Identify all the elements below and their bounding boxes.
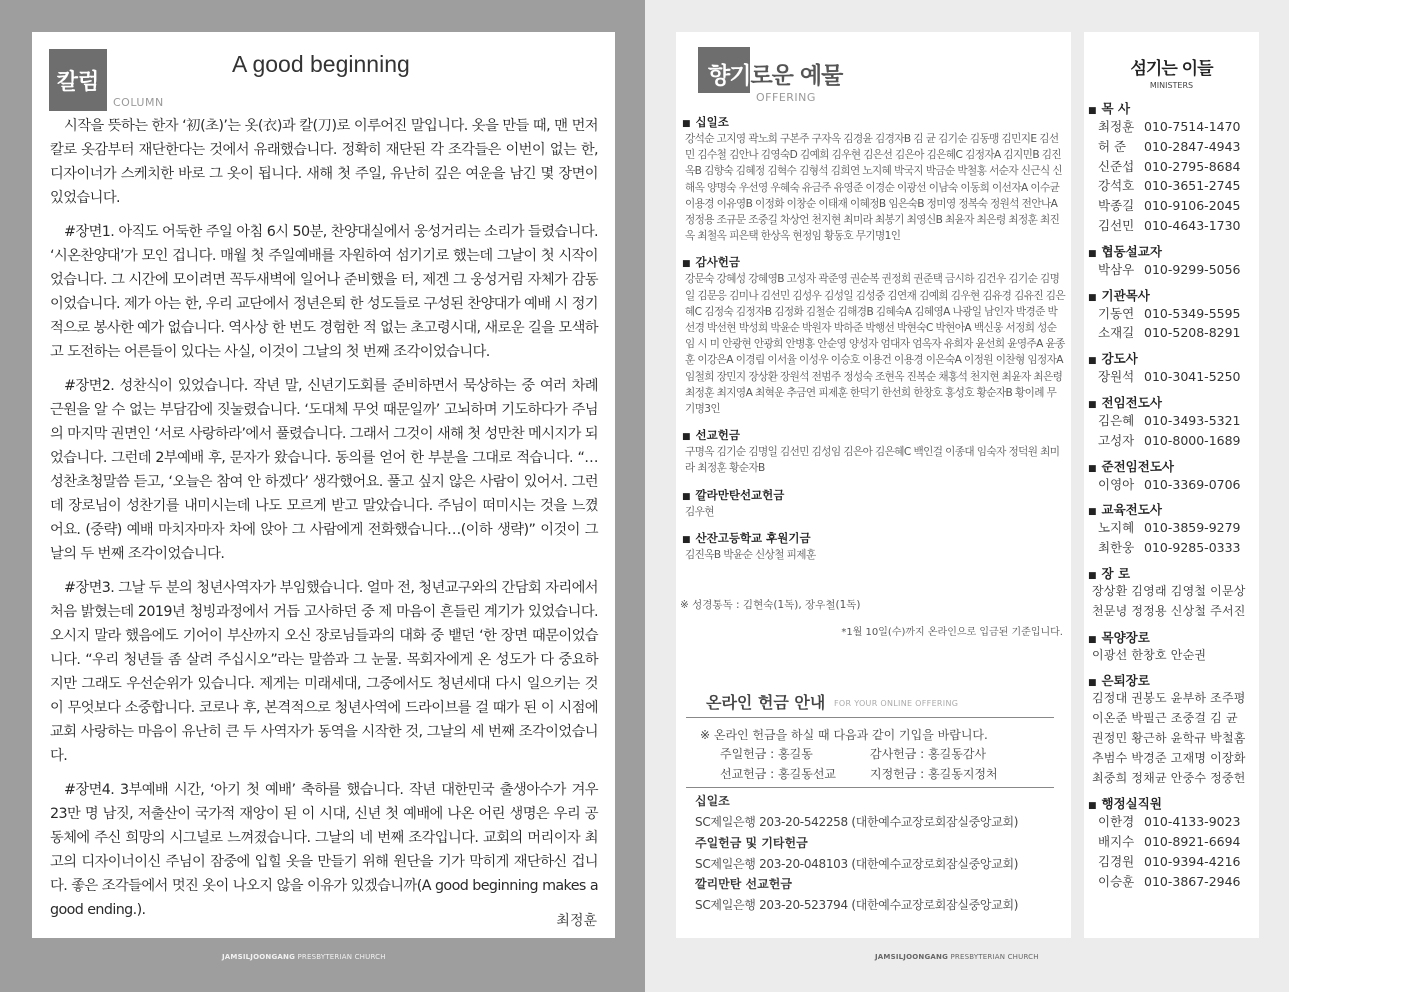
- divider: [686, 787, 1054, 788]
- minister-phone: 010-3041-5250: [1144, 369, 1241, 385]
- bible-reading-note: ※ 성경통독 : 김현숙(1독), 장우철(1독): [680, 599, 861, 611]
- minister-name: 김선민: [1098, 217, 1135, 233]
- online-offering-examples: [720, 744, 1040, 784]
- minister-group-title: ■ 은퇴장로: [1088, 671, 1256, 689]
- elder-names-line: 이광선 한창호 안순권: [1092, 647, 1207, 662]
- offering-section: [682, 530, 1065, 563]
- column-title: A good beginning: [232, 51, 410, 77]
- minister-phone: 010-8921-6694: [1144, 834, 1241, 850]
- offering-title-part: 향기: [708, 63, 751, 89]
- bank-account-title: 깔리만탄 선교헌금: [695, 877, 792, 891]
- minister-name: 이한경: [1098, 814, 1135, 830]
- offering-section: [682, 114, 1065, 244]
- minister-row: [1088, 137, 1256, 157]
- offering-title-part: 로운 예물: [750, 63, 843, 89]
- minister-phone: 010-9299-5056: [1144, 261, 1241, 277]
- minister-name: 배지수: [1098, 834, 1135, 850]
- column-body: [50, 114, 598, 932]
- page-margin: [1289, 0, 1403, 992]
- column-subtitle: COLUMN: [113, 96, 164, 109]
- minister-row: [1088, 176, 1256, 196]
- elder-names-line: 천문녕 정정용 신상철 주서진: [1092, 603, 1246, 618]
- minister-group: [1088, 794, 1256, 891]
- column-signature: 최정훈: [556, 913, 597, 929]
- offering-subtitle: OFFERING: [756, 91, 816, 104]
- minister-row: [1088, 812, 1256, 832]
- online-offering-subtitle: FOR YOUR ONLINE OFFERING: [834, 699, 959, 708]
- ministers-title: 섬기는 이들: [1130, 59, 1213, 79]
- minister-phone: 010-9106-2045: [1144, 198, 1241, 214]
- online-offering-title: 온라인 헌금 안내: [706, 693, 826, 712]
- bank-account-number: SC제일은행 203-20-542258 (대한예수교장로회잠실중앙교회): [695, 815, 1019, 829]
- bank-account-number: SC제일은행 203-20-523794 (대한예수교장로회잠실중앙교회): [695, 898, 1019, 912]
- minister-row: [1088, 852, 1256, 872]
- minister-row: [1088, 411, 1256, 431]
- minister-group-title: ■ 장 로: [1088, 564, 1256, 582]
- ministers-subtitle: MINISTERS: [1149, 81, 1194, 90]
- minister-group-title: ■ 교육전도사: [1088, 500, 1256, 518]
- minister-row: [1088, 260, 1256, 280]
- minister-group: [1088, 242, 1256, 280]
- bank-account: [695, 875, 1045, 913]
- minister-name: 박삼우: [1098, 261, 1135, 277]
- footer-brand: JAMSILJOONGANG: [875, 953, 949, 961]
- minister-name: 김경원: [1098, 853, 1135, 869]
- section-names: 강석순 고지영 곽노희 구본주 구자옥 김경윤 김경자B 김 균 김기순 김동맹 김민지E 김선민 김수철 김안나 김영숙D 김예희 김우현 김은선 김은아 김은혜C 김정자A 김지민B 김진옥B 김향숙 김혜정 김혁수 김형석 김희연 노지혜 박국지 박금순 박철홍 서순자 신근식 신해옥 양명숙 우선영 우혜숙 유금주 유영준 이경순 이광선 이남숙 이동희 이선자A 이수균 이용경 이유영B 이정화 이창순 이태재 이혜정B 임은숙B 정미영 정복숙 정원석 전안나A 정정용 조규문 조중길 차상언 천지현 최미라 최봉기 최영신B 최윤자 최은령 최정훈 최진옥 최철옥 피은택 한상옥 현정임 황동호 무기명1인: [685, 133, 1063, 243]
- example-item: 지정헌금 : 홍길동지정처: [870, 767, 998, 781]
- elder-names-line: 이온준 박필근 조중걸 김 균: [1092, 711, 1238, 726]
- deposit-date-note: *1월 10일(수)까지 온라인으로 입금된 기준입니다.: [841, 627, 1063, 638]
- minister-phone: 010-3369-0706: [1144, 476, 1241, 492]
- minister-group: [1088, 393, 1256, 451]
- minister-phone: 010-3651-2745: [1144, 178, 1241, 194]
- ministers-panel: [1084, 32, 1259, 938]
- minister-name: 최한웅: [1098, 540, 1135, 556]
- minister-group-title: ■ 목 사: [1088, 99, 1256, 117]
- minister-phone: 010-8000-1689: [1144, 432, 1241, 448]
- minister-name: 신준섭: [1098, 158, 1135, 174]
- column-badge: 칼럼: [49, 49, 107, 111]
- column-panel: [32, 32, 615, 938]
- minister-row: [1088, 872, 1256, 892]
- minister-group-title: ■ 기관목사: [1088, 286, 1256, 304]
- column-paragraph: #장면3. 그날 두 분의 청년사역자가 부임했습니다. 얼마 전, 청년교구와의 간담회 자리에서 처음 밝혔는데 2019년 청빙과정에서 거듭 고사하던 중 제 마음이 흔들린 계기가 있었습니다. 오시지 말라 했음에도 기어이 부산까지 오신 장로님들과의 대화 중 뱉던 ‘한 장면 때문이었습니다. “우리 청년들 좀 살려 주십시오”라는 말씀과 그 눈물. 목회자에게 온 성도가 다 중요하지만 그래도 우선순위가 있습니다. 제게는 미래세대, 그중에서도 청년세대 다시 일으키는 것이 무엇보다 소중합니다. 코로나 후, 본격적으로 청년사역에 드라이브를 걸 때가 된 이 시점에 교회 사랑하는 마음이 유난히 큰 두 사역자가 동역을 시작한 것, 그날의 세 번째 조각이었습니다.: [50, 580, 598, 764]
- minister-group-title: ■ 행정실직원: [1088, 794, 1256, 812]
- offering-panel: [676, 32, 1071, 938]
- section-title: ■ 깔라만탄선교헌금: [682, 487, 1065, 503]
- minister-group: [1088, 286, 1256, 344]
- minister-group: [1088, 564, 1256, 622]
- minister-name: 고성자: [1098, 432, 1135, 448]
- minister-name: 노지혜: [1098, 520, 1135, 536]
- minister-group-title: ■ 전임전도사: [1088, 393, 1256, 411]
- minister-name: 장원석: [1098, 369, 1135, 385]
- minister-phone: 010-9285-0333: [1144, 540, 1241, 556]
- minister-phone: 010-4643-1730: [1144, 217, 1241, 233]
- elder-names-line: 추범수 박경준 고재명 이장화: [1092, 750, 1246, 765]
- offering-section: [682, 487, 1065, 520]
- minister-phone: 010-5349-5595: [1144, 305, 1241, 321]
- minister-name: 강석호: [1098, 178, 1135, 194]
- minister-row: [1088, 538, 1256, 558]
- minister-phone: 010-7514-1470: [1144, 119, 1241, 134]
- minister-name: 허 준: [1098, 138, 1127, 154]
- online-offering-note: ※ 온라인 헌금을 하실 때 다음과 같이 기입을 바랍니다.: [700, 728, 988, 742]
- minister-group-title: ■ 준전임전도사: [1088, 457, 1256, 475]
- minister-phone: 010-5208-8291: [1144, 325, 1241, 341]
- minister-name: 이승훈: [1098, 873, 1135, 889]
- minister-name: 김은혜: [1098, 412, 1135, 428]
- bank-account-title: 십일조: [695, 794, 730, 808]
- minister-name: 최정훈: [1098, 119, 1135, 134]
- minister-name: 소재길: [1098, 325, 1135, 341]
- minister-group: [1088, 671, 1256, 788]
- elder-names-line: 최중희 정채균 안중수 정중헌: [1092, 770, 1246, 785]
- section-title: ■ 산잔고등학교 후원기금: [682, 530, 1065, 546]
- minister-row: [1088, 216, 1256, 236]
- example-item: 감사헌금 : 홍길동감사: [870, 747, 987, 761]
- minister-phone: 010-2847-4943: [1144, 138, 1241, 154]
- section-names: 구명옥 김기순 김명일 김선민 김성임 김은아 김은혜C 백인걸 이종대 임숙자 정덕원 최미라 최정훈 황순자B: [685, 446, 1060, 475]
- minister-row: [1088, 475, 1256, 495]
- bank-account-number: SC제일은행 203-20-048103 (대한예수교장로회잠실중앙교회): [695, 857, 1019, 871]
- minister-row: [1088, 367, 1256, 387]
- footer-right: [875, 953, 1039, 961]
- footer-brand: JAMSILJOONGANG: [222, 953, 296, 961]
- minister-group-title: ■ 강도사: [1088, 349, 1256, 367]
- section-title: ■ 십일조: [682, 114, 1065, 130]
- offering-sections: [682, 114, 1065, 573]
- section-names: 김진옥B 박윤순 신상철 피제훈: [685, 548, 816, 561]
- column-paragraph: #장면4. 3부예배 시간, ‘아기 첫 예배’ 축하를 했습니다. 작년 대한민국 출생아수가 겨우 23만 명 남짓, 저출산이 국가적 재앙이 된 이 시대, 신년 첫 예배에 나온 어린 생명은 우리 공동체에 주신 희망의 시그널로 느껴졌습니다. 그날의 네 번째 조각입니다. 교회의 머리이자 최고의 디자이너이신 주님이 잠중에 입힐 옷을 만들기 위해 원단을 기가 막히게 재단하신 겁니다. 좋은 조각들에서 멋진 옷이 나오지 않을 이유가 있겠습니까(A good beginning makes a good ending.).: [50, 782, 598, 918]
- section-names: 김우현: [685, 505, 714, 518]
- footer-brand-rest: PRESBYTERIAN CHURCH: [295, 953, 386, 961]
- bank-account-title: 주일헌금 및 기타헌금: [695, 836, 808, 850]
- minister-group: [1088, 349, 1256, 387]
- elder-names-line: 장상환 김영래 김영철 이문상: [1092, 583, 1246, 598]
- minister-group: [1088, 457, 1256, 495]
- minister-phone: 010-3867-2946: [1144, 873, 1241, 889]
- minister-row: [1088, 431, 1256, 451]
- minister-name: 기동연: [1098, 305, 1135, 321]
- section-names: 강문숙 강혜성 강혜영B 고성자 곽준영 권순복 권정희 권준택 금시하 김건우 김기순 김명일 김문응 김미나 김선민 김성우 김성일 김성중 김연재 김예희 김우현 김유경 김유진 김은혜C 김정숙 김정자B 김정화 김철순 김해경B 김혜숙A 김혜영A 나광일 남인자 박경준 박선경 박선현 박성희 박윤순 박원자 박하준 박행선 박현숙C 박현아A 백신웅 서정희 성순임 시 미 안광현 안광희 안병홍 안순영 양성자 엄대자 엄옥자 유희자 윤선희 윤영주A 윤종훈 이강은A 이경림 이서율 이성우 이승호 이용건 이용경 이은숙A 이정원 이찬형 임정자A 임철희 장민지 장상환 장원석 전범주 정성숙 조현옥 진복순 채홍석 천지현 최윤자 최은령 최정훈 최지영A 최혁운 추금연 피제훈 한덕기 한선희 한창호 홍성호 황순자B 황이례 무기명3인: [685, 273, 1066, 416]
- minister-row: [1088, 196, 1256, 216]
- minister-phone: 010-3859-9279: [1144, 520, 1241, 536]
- offering-section: [682, 427, 1065, 476]
- minister-phone: 010-9394-4216: [1144, 853, 1241, 869]
- bank-account: [695, 834, 1045, 872]
- minister-group-title: ■ 협동설교자: [1088, 242, 1256, 260]
- minister-row: [1088, 304, 1256, 324]
- minister-row: [1088, 117, 1256, 137]
- column-paragraph: 시작을 뜻하는 한자 ‘初(초)’는 옷(衣)과 칼(刀)로 이루어진 말입니다. 옷을 만들 때, 맨 먼저 칼로 옷감부터 재단한다는 것에서 유래했습니다. 정확히 재단된 각 조각들은 이번이 없는 한, 디자이너가 스케치한 바로 그 옷이 됩니다. 새해 첫 주일, 유난히 깊은 여운을 남긴 몇 장면이 있었습니다.: [50, 118, 598, 206]
- minister-group-title: ■ 목양장로: [1088, 628, 1256, 646]
- footer-left: [222, 953, 386, 961]
- minister-group: [1088, 99, 1256, 236]
- minister-group: [1088, 628, 1256, 666]
- divider: [686, 717, 1054, 718]
- bank-account: [695, 792, 1045, 830]
- example-item: 주일헌금 : 홍길동: [720, 747, 813, 761]
- minister-group: [1088, 500, 1256, 558]
- column-paragraph: #장면2. 성찬식이 있었습니다. 작년 말, 신년기도회를 준비하면서 묵상하는 중 여러 차례 근원을 알 수 없는 부담감에 짓눌렸습니다. ‘도대체 무엇 때문일까’ 고뇌하며 기도하다가 주님의 마지막 권면인 ‘서로 사랑하라’에서 풀렸습니다. 그래서 그것이 새해 첫 성만찬 메시지가 되었습니다. 그런데 2부예배 후, 문자가 왔습니다. 동의를 얻어 한 부분을 그대로 적습니다. “…성찬초청말씀 듣고, ‘오늘은 참여 안 하겠다’ 생각했어요. 풀고 싶지 않은 사람이 있어서. 그런데 장로님이 성찬기를 내미시는데 나도 모르게 받고 말았습니다. 주님이 떠미시는 것을 느꼈어요. (중략) 예배 마치자마자 차에 앉아 그 사람에게 전화했습니다…(이하 생략)” 이것이 그날의 두 번째 조각이었습니다.: [50, 378, 598, 562]
- minister-phone: 010-2795-8684: [1144, 158, 1241, 174]
- ministers-list: [1088, 99, 1256, 898]
- minister-row: [1088, 518, 1256, 538]
- section-title: ■ 선교헌금: [682, 427, 1065, 443]
- footer-brand-rest: PRESBYTERIAN CHURCH: [948, 953, 1039, 961]
- elder-names-line: 김정대 권봉도 윤부하 조주평: [1092, 691, 1246, 706]
- minister-phone: 010-4133-9023: [1144, 814, 1241, 830]
- offering-section: [682, 254, 1065, 417]
- minister-phone: 010-3493-5321: [1144, 412, 1241, 428]
- minister-row: [1088, 832, 1256, 852]
- minister-name: 이영아: [1098, 476, 1135, 492]
- elder-names-line: 권정민 황근하 윤학규 박철홈: [1092, 730, 1246, 745]
- example-item: 선교헌금 : 홍길동선교: [720, 767, 837, 781]
- minister-row: [1088, 157, 1256, 177]
- offering-title: [708, 57, 842, 90]
- minister-row: [1088, 323, 1256, 343]
- section-title: ■ 감사헌금: [682, 254, 1065, 270]
- minister-name: 박종길: [1098, 198, 1135, 214]
- column-paragraph: #장면1. 아직도 어둑한 주일 아침 6시 50분, 찬양대실에서 웅성거리는 소리가 들렸습니다. ‘시온찬양대’가 모인 겁니다. 매월 첫 주일예배를 자원하여 섬기기로 했는데 그날이 첫 시작이었습니다. 그 시간에 모이려면 꼭두새벽에 일어나 준비했을 터, 제겐 그 웅성거림 자체가 감동이었습니다. 제가 아는 한, 우리 교단에서 정년은퇴 한 성도들로 구성된 찬양대가 예배 시 정기적으로 봉사한 예가 없습니다. 역사상 한 번도 경험한 적 없는 초고령시대, 새로운 길을 모색하고 도전하는 어른들이 있다는 사실, 이것이 그날의 첫 번째 조각이었습니다.: [50, 224, 598, 360]
